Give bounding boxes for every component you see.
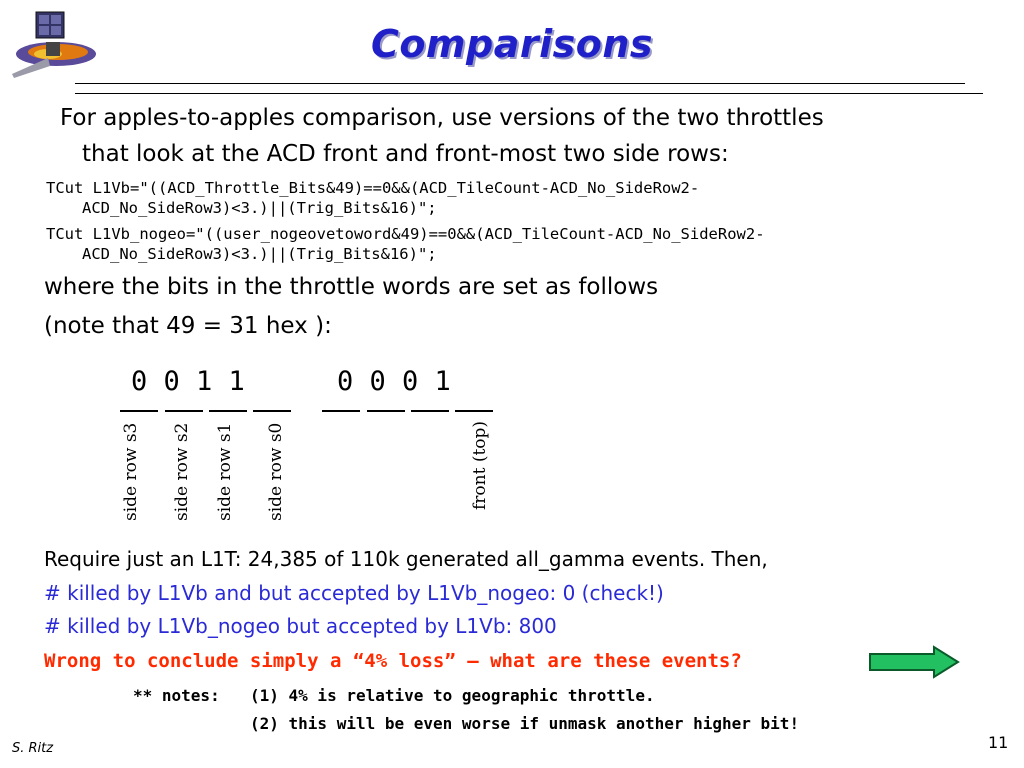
right-arrow-icon — [868, 645, 960, 679]
intro-line-1: For apples-to-apples comparison, use versions of the two throttles — [60, 105, 824, 131]
intro-line-2: that look at the ACD front and front-most two side rows: — [82, 141, 729, 167]
title-rule-bottom — [75, 93, 983, 94]
code-l1vb-nogeo-line-1: TCut L1Vb_nogeo="((user_nogeovetoword&49)==0&&(ACD_TileCount-ACD_No_SideRow2- — [46, 225, 765, 243]
bit-label-side-row-s0: side row s0 — [266, 422, 286, 521]
page-number: 11 — [988, 733, 1009, 752]
bits-left: 0 0 1 1 — [131, 366, 245, 397]
require-line: Require just an L1T: 24,385 of 110k generated all_gamma events. Then, — [44, 547, 768, 571]
code-l1vb-line-2: ACD_No_SideRow3)<3.)||(Trig_Bits&16)"; — [82, 199, 437, 217]
bit-underline — [411, 410, 449, 412]
bit-label-front-top: front (top) — [470, 420, 490, 510]
code-l1vb-line-1: TCut L1Vb="((ACD_Throttle_Bits&49)==0&&(ACD_TileCount-ACD_No_SideRow2- — [46, 179, 700, 197]
bit-label-side-row-s3: side row s3 — [121, 422, 141, 521]
title-rule-top — [75, 83, 965, 84]
note-1: (1) 4% is relative to geographic throttle. — [250, 686, 655, 705]
killed-line-2: # killed by L1Vb_nogeo but accepted by L1Vb: 800 — [44, 614, 557, 638]
where-line: where the bits in the throttle words are set as follows — [44, 274, 659, 300]
note-line: (note that 49 = 31 hex ): — [44, 313, 332, 339]
note-2: (2) this will be even worse if unmask another higher bit! — [250, 714, 800, 733]
bit-label-side-row-s1: side row s1 — [215, 422, 235, 521]
author-footer: S. Ritz — [12, 741, 54, 756]
notes-label: ** notes: — [133, 686, 220, 705]
code-l1vb-nogeo-line-2: ACD_No_SideRow3)<3.)||(Trig_Bits&16)"; — [82, 245, 437, 263]
killed-line-1: # killed by L1Vb and but accepted by L1Vb_nogeo: 0 (check!) — [44, 581, 664, 605]
bit-underline — [455, 410, 493, 412]
page-title: Comparisons — [370, 22, 654, 66]
bit-underline — [120, 410, 158, 412]
bit-underline — [209, 410, 247, 412]
bit-label-side-row-s2: side row s2 — [172, 422, 192, 521]
bit-underline — [322, 410, 360, 412]
bit-underline — [165, 410, 203, 412]
bits-right: 0 0 0 1 — [337, 366, 451, 397]
wrong-line: Wrong to conclude simply a “4% loss” – what are these events? — [44, 650, 742, 672]
bit-underline — [367, 410, 405, 412]
bit-underline — [253, 410, 291, 412]
